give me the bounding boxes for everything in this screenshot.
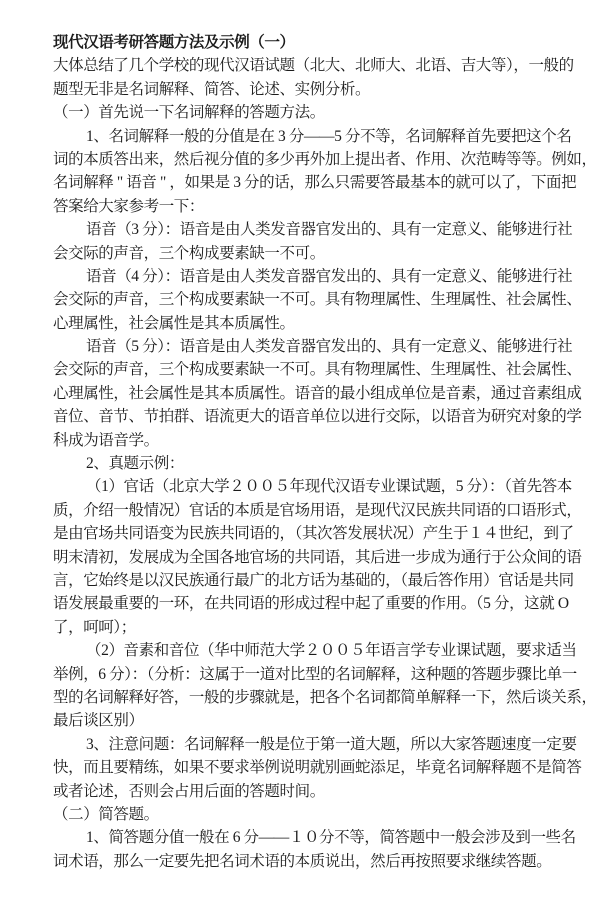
text-line: （二）简答题。 (53, 805, 159, 823)
document-title: 现代汉语考研答题方法及示例（一） (53, 34, 295, 51)
document-body (53, 31, 597, 873)
text-line: 语音（5 分）：语音是由人类发音器官发出的、具有一定意义、能够进行社 (86, 338, 573, 356)
document-text (53, 54, 597, 873)
text-line: 答案给大家参考一下： (53, 197, 205, 215)
text-line: 心理属性，社会属性是其本质属性。语音的最小组成单位是音素，通过音素组成 (53, 384, 582, 402)
text-line: 词的本质答出来，然后视分值的多少再外加上提出者、作用、次范畴等等。例如， (53, 150, 597, 168)
text-line: 明末清初，发展成为全国各地官场的共同语，其后进一步成为通行于公众间的语 (53, 548, 582, 566)
text-line: 最后谈区别） (53, 712, 144, 730)
text-line: 语音（3 分）：语音是由人类发音器官发出的、具有一定意义、能够进行社 (86, 221, 573, 239)
text-line: 质，介绍一般情况）官话的本质是官场用语，是现代汉民族共同语的口语形式， (53, 501, 582, 519)
text-line: 词术语，那么一定要先把名词术语的本质说出，然后再按照要求继续答题。 (53, 852, 552, 870)
text-line: 音位、音节、节拍群、语流更大的语音单位以进行交际，以语音为研究对象的学 (53, 408, 582, 426)
text-line: 2、真题示例： (86, 455, 184, 473)
text-line: 言，它始终是以汉民族通行最广的北方话为基础的，（最后答作用）官话是共同 (53, 571, 574, 589)
text-line: 心理属性，社会属性是其本质属性。 (53, 314, 295, 332)
text-line: 题型无非是名词解释、简答、论述、实例分析。 (53, 80, 371, 98)
text-line: 科成为语音学。 (53, 431, 159, 449)
text-line: 是由官场共同语变为民族共同语的，（其次答发展状况）产生于１４世纪，到了 (53, 525, 574, 543)
text-line: （一）首先说一下名词解释的答题方法。 (53, 104, 325, 122)
text-line: 语发展最重要的一环，在共同语的形成过程中起了重要的作用。（5 分，这就 O (53, 595, 569, 613)
text-line: 3、注意问题：名词解释一般是位于第一道大题，所以大家答题速度一定要 (86, 735, 577, 753)
text-line: 1、名词解释一般的分值是在 3 分——5 分不等，名词解释首先要把这个名 (86, 127, 572, 145)
text-line: 名词解释 " 语音 " ，如果是 3 分的话，那么只需要答最基本的就可以了，下面把 (53, 174, 577, 192)
text-line: 1、简答题分值一般在 6 分——１０分不等，简答题中一般会涉及到一些名 (86, 829, 576, 847)
text-line: 了，呵呵）； (53, 618, 136, 636)
text-line: 或者论述，否则会占用后面的答题时间。 (53, 782, 325, 800)
text-line: 大体总结了几个学校的现代汉语试题（北大、北师大、北语、吉大等），一般的 (53, 57, 574, 75)
text-line: （1）官话（北京大学２００５年现代汉语专业课试题，5 分）：（首先答本 (86, 478, 572, 496)
text-line: 型的名词解释好答，一般的步骤就是，把各个名词都简单解释一下，然后谈关系， (53, 688, 597, 706)
text-line: 举例，6 分）：（分析：这属于一道对比型的名词解释，这种题的答题步骤比单一 (53, 665, 577, 683)
text-line: 会交际的声音，三个构成要素缺一不可。具有物理属性、生理属性、社会属性、 (53, 361, 582, 379)
text-line: 会交际的声音，三个构成要素缺一不可。具有物理属性、生理属性、社会属性、 (53, 291, 582, 309)
text-line: 快，而且要精练，如果不要求举例说明就别画蛇添足，毕竟名词解释题不是简答 (53, 759, 582, 777)
text-line: （2）音素和音位（华中师范大学２００５年语言学专业课试题，要求适当 (86, 642, 577, 660)
text-line: 语音（4 分）：语音是由人类发音器官发出的、具有一定意义、能够进行社 (86, 267, 573, 285)
text-line: 会交际的声音，三个构成要素缺一不可。 (53, 244, 325, 262)
